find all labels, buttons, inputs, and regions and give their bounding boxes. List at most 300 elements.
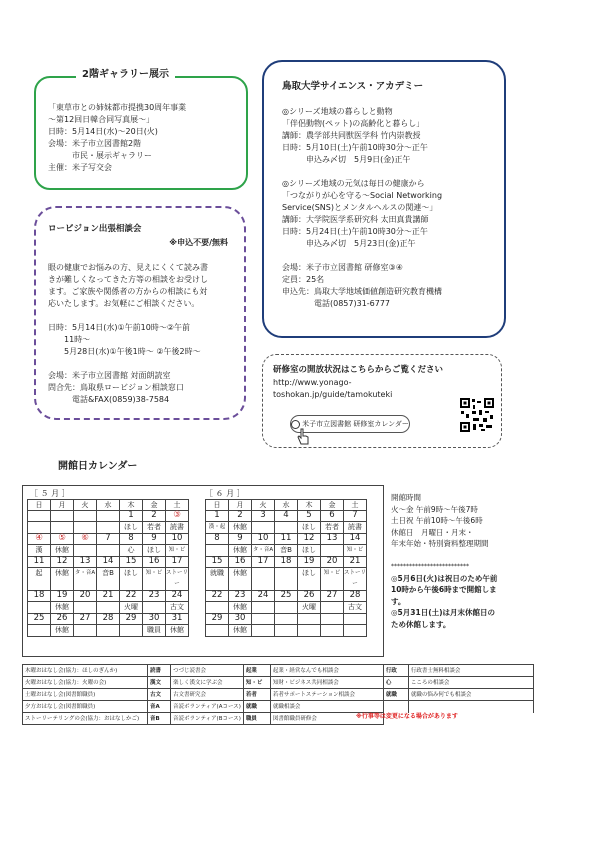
calendar-cell (120, 591, 143, 602)
calendar-cell (51, 591, 74, 602)
academy-line: 日時：5月24日(土)午前10時30分〜正午 (282, 227, 428, 236)
calendar-cell (166, 557, 189, 568)
day-number: 11 (33, 556, 45, 566)
day-number: 20 (326, 556, 338, 566)
calendar-cell (28, 568, 51, 591)
legend-description: 就職相談会 (270, 701, 383, 713)
academy-text (282, 106, 442, 310)
calendar-cell (206, 625, 229, 637)
event-label: 若者 (325, 523, 339, 531)
day-number: 26 (56, 613, 68, 623)
legend-story-event: 夕方おはなし会(図書館職員) (23, 701, 148, 713)
day-number: ⑥ (81, 533, 89, 543)
legend-description: 知財・ビジネス共同相談会 (270, 677, 383, 689)
calendar-cell (344, 614, 367, 625)
legend-description: 図書館職員研修会 (270, 713, 383, 725)
calendar-cell (298, 522, 321, 534)
academy-line: 講師：大学院医学系研究科 太田真貴講師 (282, 215, 429, 224)
calendar-cell (28, 591, 51, 602)
day-number: 6 (329, 510, 335, 520)
day-number: 29 (211, 613, 223, 623)
academy-line (282, 250, 442, 262)
day-number: 18 (33, 590, 45, 600)
pointer-hand-icon (296, 428, 310, 446)
day-number: 12 (56, 556, 68, 566)
calendar-cell (229, 557, 252, 568)
event-label: 休館 (233, 523, 247, 531)
legend-description: 就職の悩み何でも相談会 (408, 689, 533, 701)
day-number: 1 (128, 510, 134, 520)
day-number: 11 (280, 533, 292, 543)
day-number: 8 (128, 533, 134, 543)
weekday-header: 水 (275, 500, 298, 511)
calendar-cell (143, 591, 166, 602)
calendar-cell (252, 614, 275, 625)
event-label: 読書 (170, 523, 184, 531)
academy-line: 講師：農学部共同獣医学科 竹内崇教授 (282, 131, 421, 140)
calendar-cell (344, 522, 367, 534)
lowvision-line: 会場：米子市立図書館 対面朗読室 (48, 371, 171, 380)
calendar-cell (275, 602, 298, 614)
day-number: 14 (102, 556, 114, 566)
event-label: 休館 (55, 546, 69, 554)
legend-story-event: 火曜おはなし会(協力：火曜の会) (23, 677, 148, 689)
gallery-line: 〜第12回日韓合同写真展〜」 (48, 115, 155, 124)
legend-story-event: ストーリーテリングの会(協力：おはなしかご) (23, 713, 148, 725)
academy-line: ◎シリーズ地域の元気は毎日の健康から (282, 179, 425, 188)
calendar-cell (120, 568, 143, 591)
event-label: 休館 (55, 569, 69, 577)
calendar-cell (97, 591, 120, 602)
event-label: 休館 (55, 603, 69, 611)
calendar-cell (321, 591, 344, 602)
calendar-cell (344, 625, 367, 637)
weekday-header: 土 (166, 500, 189, 511)
calendar-cell (28, 534, 51, 545)
academy-line: 申込み〆切 5月9日(金)正午 (282, 155, 411, 164)
event-label: 就職 (210, 569, 224, 577)
calendar-cell (275, 568, 298, 591)
day-number: 17 (171, 556, 183, 566)
day-number: 10 (257, 533, 269, 543)
calendar-cell (344, 568, 367, 591)
day-number: ③ (173, 510, 181, 520)
legend-description: 音読ボランティア(Aコース) (171, 701, 244, 713)
lowvision-title: ロービジョン出張相談会 (48, 224, 142, 234)
calendar-cell (252, 534, 275, 545)
calendar-cell (97, 614, 120, 625)
calendar-cell (74, 511, 97, 522)
day-number: 16 (234, 556, 246, 566)
calendar-cell (74, 522, 97, 534)
day-number: 29 (125, 613, 137, 623)
calendar-cell (252, 591, 275, 602)
calendar-cell (321, 511, 344, 522)
june-calendar (205, 499, 367, 637)
calendar-cell (252, 602, 275, 614)
gallery-title: 2階ギャラリー展示 (76, 68, 175, 82)
calendar-cell (120, 602, 143, 614)
calendar-cell (143, 511, 166, 522)
calendar-cell (143, 557, 166, 568)
event-label: 古文 (348, 603, 362, 611)
calendar-cell (298, 545, 321, 557)
calendar-cell (229, 534, 252, 545)
legend-abbreviation: 音A (148, 701, 171, 713)
hours-line: す。 (391, 596, 406, 606)
gallery-line: 会場：米子市立図書館2階 (48, 139, 142, 148)
calendar-cell (252, 625, 275, 637)
lowvision-text (48, 262, 208, 406)
day-number: 4 (283, 510, 289, 520)
calendar-cell (298, 534, 321, 545)
calendar-cell (298, 591, 321, 602)
calendar-cell (143, 545, 166, 557)
event-label: 知・ビ (346, 547, 364, 553)
academy-line: 会場：米子市立図書館 研修室③④ (282, 263, 403, 272)
event-label: タ・音A (74, 570, 96, 576)
event-label: ほし (124, 523, 138, 531)
day-number: 3 (260, 510, 266, 520)
calendar-cell (97, 602, 120, 614)
calendar-cell (97, 568, 120, 591)
hours-line: 年末年始・特別資料整理期間 (391, 539, 489, 548)
calendar-cell (206, 568, 229, 591)
calendar-cell (344, 557, 367, 568)
lowvision-line: 日時：5月14日(水)①午前10時〜②午前 (48, 323, 191, 332)
calendar-cell (252, 545, 275, 557)
calendar-cell (120, 557, 143, 568)
legend-abbreviation: 音B (148, 713, 171, 725)
calendar-cell (120, 534, 143, 545)
event-label: 音B (280, 546, 292, 554)
calendar-cell (229, 568, 252, 591)
calendar-cell (321, 602, 344, 614)
calendar-cell (74, 614, 97, 625)
day-number: 2 (237, 510, 243, 520)
day-number: 23 (234, 590, 246, 600)
academy-line: Service(SNS)とメンタルヘルスの関連〜」 (282, 203, 438, 212)
day-number: 18 (280, 556, 292, 566)
study-url-line2[interactable]: toshokan.jp/guide/tamokuteki (273, 390, 393, 399)
calendar-cell (275, 591, 298, 602)
calendar-cell (74, 534, 97, 545)
event-label: 火曜 (124, 603, 138, 611)
calendar-cell (206, 591, 229, 602)
calendar-cell (28, 602, 51, 614)
weekday-header: 日 (28, 500, 51, 511)
calendar-cell (28, 545, 51, 557)
calendar-cell (97, 625, 120, 637)
calendar-cell (344, 545, 367, 557)
event-label: 知・ビ (168, 547, 186, 553)
calendar-cell (229, 591, 252, 602)
day-number: 7 (352, 510, 358, 520)
legend-abbreviation: 職員 (243, 713, 270, 725)
calendar-cell (321, 557, 344, 568)
calendar-cell (28, 522, 51, 534)
calendar-cell (229, 545, 252, 557)
day-number: 19 (303, 556, 315, 566)
calendar-cell (298, 568, 321, 591)
day-number: 7 (105, 533, 111, 543)
calendar-cell (298, 557, 321, 568)
event-label: タ・音A (252, 547, 274, 553)
calendar-cell (321, 522, 344, 534)
lowvision-line (48, 358, 208, 370)
lowvision-line: ます。ご家族や関係者の方からの相談にも対 (48, 287, 208, 296)
qr-code-icon (459, 397, 495, 433)
calendar-cell (74, 545, 97, 557)
calendar-cell (229, 625, 252, 637)
calendar-cell (344, 511, 367, 522)
study-url-line1[interactable]: http://www.yonago- (273, 378, 352, 387)
legend-description: つづじ読書会 (171, 665, 244, 677)
calendar-cell (120, 545, 143, 557)
hours-line: ◎5月6日(火)は祝日のため午前 (391, 573, 498, 583)
day-number: 30 (148, 613, 160, 623)
calendar-cell (97, 557, 120, 568)
calendar-cell (51, 545, 74, 557)
academy-line: 「つながりが心を守る〜Social Networking (282, 191, 443, 200)
calendar-cell (229, 522, 252, 534)
event-label: 休館 (233, 546, 247, 554)
calendar-cell (252, 568, 275, 591)
day-number: 14 (349, 533, 361, 543)
calendar-cell (321, 534, 344, 545)
legend-abbreviation: 若者 (243, 689, 270, 701)
calendar-cell (120, 511, 143, 522)
academy-line: 申込み〆切 5月23日(金)正午 (282, 239, 416, 248)
calendar-cell (166, 614, 189, 625)
event-label: 火曜 (302, 603, 316, 611)
calendar-cell (28, 614, 51, 625)
event-label: 知・ビ (323, 570, 341, 576)
hours-line: ◎5月31日(土)は月末休館日の (391, 608, 496, 617)
event-label: ストーリー (344, 570, 367, 587)
calendar-cell (51, 534, 74, 545)
gallery-line: 日時：5月14日(水)〜20日(火) (48, 127, 158, 136)
calendar-cell (120, 625, 143, 637)
calendar-cell (166, 545, 189, 557)
gallery-line: 「東草市との姉妹都市提携30周年事業 (48, 103, 187, 112)
lowvision-line: 電話&FAX(0859)38-7584 (48, 395, 170, 404)
calendar-cell (321, 614, 344, 625)
event-label: 古文 (170, 603, 184, 611)
day-number: 28 (349, 590, 361, 600)
day-number: 13 (79, 556, 91, 566)
academy-box (262, 60, 506, 338)
academy-line (282, 166, 442, 178)
lowvision-line: 眼の健康でお悩みの方、見えにくくて読み書 (48, 263, 208, 272)
day-number: 10 (171, 533, 183, 543)
hours-line: ため休館します。 (391, 619, 451, 629)
calendar-cell (344, 591, 367, 602)
calendar-cell (321, 625, 344, 637)
event-label: 漢・起 (208, 524, 226, 530)
day-number: 31 (171, 613, 183, 623)
day-number: 21 (349, 556, 361, 566)
hours-line: 開館時間 (391, 493, 421, 502)
calendar-cell (206, 511, 229, 522)
calendar-cell (229, 602, 252, 614)
weekday-header: 月 (51, 500, 74, 511)
legend-abbreviation: 就職 (383, 689, 408, 701)
calendar-cell (74, 625, 97, 637)
calendar-cell (344, 534, 367, 545)
day-number: 22 (211, 590, 223, 600)
calendar-cell (252, 522, 275, 534)
gallery-line: 主催：米子写交会 (48, 163, 112, 172)
day-number: 24 (171, 590, 183, 600)
event-label: 読書 (348, 523, 362, 531)
calendar-cell (206, 534, 229, 545)
gallery-line: 市民・展示ギャラリー (48, 151, 152, 160)
lowvision-line: きが難しくなってきた方等の相談をお受けし (48, 275, 208, 284)
day-number: 13 (326, 533, 338, 543)
legend-abbreviation: 読書 (148, 665, 171, 677)
weekday-header: 土 (344, 500, 367, 511)
hours-line (391, 550, 497, 562)
calendar-cell (206, 614, 229, 625)
day-number: 30 (234, 613, 246, 623)
event-label: ほし (302, 569, 316, 577)
academy-line: 電話(0857)31-6777 (282, 299, 391, 308)
calendar-cell (298, 625, 321, 637)
calendar-cell (97, 522, 120, 534)
event-label: 音B (102, 569, 114, 577)
calendar-cell (143, 522, 166, 534)
calendar-cell (206, 557, 229, 568)
lowvision-note: ※申込不要/無料 (169, 238, 228, 247)
event-label: 休館 (55, 626, 69, 634)
event-label: ストーリー (166, 570, 189, 587)
legend-description: 若者サポートステーション相談会 (270, 689, 383, 701)
hours-line: 休館日 月曜日・月末・ (391, 527, 474, 537)
lowvision-line (48, 310, 208, 322)
event-label: 休館 (170, 626, 184, 634)
academy-line: 日時：5月10日(土)午前10時30分〜正午 (282, 143, 428, 152)
calendar-cell (166, 534, 189, 545)
weekday-header: 木 (120, 500, 143, 511)
day-number: 27 (326, 590, 338, 600)
legend-note: ※行事等は変更になる場合があります (356, 713, 458, 720)
day-number: 20 (79, 590, 91, 600)
weekday-header: 火 (74, 500, 97, 511)
calendar-cell (74, 557, 97, 568)
event-label: 漢 (35, 546, 43, 554)
lowvision-box (34, 206, 246, 420)
weekday-header: 月 (229, 500, 252, 511)
calendar-cell (28, 557, 51, 568)
calendar-cell (298, 511, 321, 522)
event-label: 職員 (147, 626, 161, 634)
calendar-cell (74, 568, 97, 591)
legend-abbreviation: 起業 (243, 665, 270, 677)
event-label: 休館 (233, 603, 247, 611)
calendar-cell (275, 534, 298, 545)
day-number: 15 (125, 556, 137, 566)
calendar-cell (51, 557, 74, 568)
event-label: 休館 (233, 569, 247, 577)
legend-description: 古文書研究会 (171, 689, 244, 701)
event-label: ほし (124, 569, 138, 577)
calendar-cell (275, 625, 298, 637)
calendar-cell (143, 568, 166, 591)
calendar-cell (275, 522, 298, 534)
calendar-cell (275, 511, 298, 522)
calendar-cell (143, 614, 166, 625)
calendar-cell (74, 602, 97, 614)
legend-story-event: 木曜おはなし会(協力：ほしのぎんか) (23, 665, 148, 677)
day-number: ⑤ (58, 533, 66, 543)
calendar-heading: 開館日カレンダー (58, 461, 138, 472)
weekday-header: 金 (143, 500, 166, 511)
may-calendar (27, 499, 189, 637)
hours-line: 土日祝 午前10時〜午後6時 (391, 516, 483, 525)
event-label: ほし (302, 523, 316, 531)
weekday-header: 金 (321, 500, 344, 511)
weekday-header: 水 (97, 500, 120, 511)
calendar-cell (229, 614, 252, 625)
day-number: 27 (79, 613, 91, 623)
day-number: 26 (303, 590, 315, 600)
event-label: 若者 (147, 523, 161, 531)
hours-line: ************************** (391, 563, 469, 570)
legend-story-event: 土曜おはなし会(図書館職員) (23, 689, 148, 701)
event-label: 知・ビ (145, 570, 163, 576)
calendar-cell (252, 557, 275, 568)
day-number: 25 (33, 613, 45, 623)
calendar-cell (166, 568, 189, 591)
lowvision-line: 問合先：鳥取県ロービジョン相談窓口 (48, 383, 184, 392)
legend-abbreviation: 行政 (383, 665, 408, 677)
lowvision-line: 応いたします。お気軽にご相談ください。 (48, 299, 200, 308)
calendar-cell (143, 625, 166, 637)
day-number: 9 (237, 533, 243, 543)
day-number: 23 (148, 590, 160, 600)
calendar-cell (74, 591, 97, 602)
calendar-cell (97, 534, 120, 545)
day-number: 8 (214, 533, 220, 543)
calendar-cell (229, 511, 252, 522)
day-number: 12 (303, 533, 315, 543)
day-number: 19 (56, 590, 68, 600)
day-number: 25 (280, 590, 292, 600)
calendar-cell (166, 625, 189, 637)
calendar-cell (275, 614, 298, 625)
day-number: ④ (35, 533, 43, 543)
day-number: 22 (125, 590, 137, 600)
event-label: 起 (35, 569, 43, 577)
calendar-cell (143, 534, 166, 545)
calendar-cell (51, 522, 74, 534)
weekday-header: 火 (252, 500, 275, 511)
calendar-cell (28, 511, 51, 522)
calendar-cell (51, 602, 74, 614)
hours-info (391, 492, 497, 630)
calendar-cell (51, 625, 74, 637)
day-number: 5 (306, 510, 312, 520)
lowvision-line: 11時〜 (48, 335, 91, 344)
hours-line: 10時から午後6時まで開館しま (391, 585, 497, 594)
lowvision-line: 5月28日(水)①午後1時〜 ②午後2時〜 (48, 347, 201, 356)
calendar-cell (275, 557, 298, 568)
june-label: ［ ６ 月 ］ (205, 489, 245, 498)
day-number: 21 (102, 590, 114, 600)
calendar-cell (51, 511, 74, 522)
calendar-cell (51, 568, 74, 591)
